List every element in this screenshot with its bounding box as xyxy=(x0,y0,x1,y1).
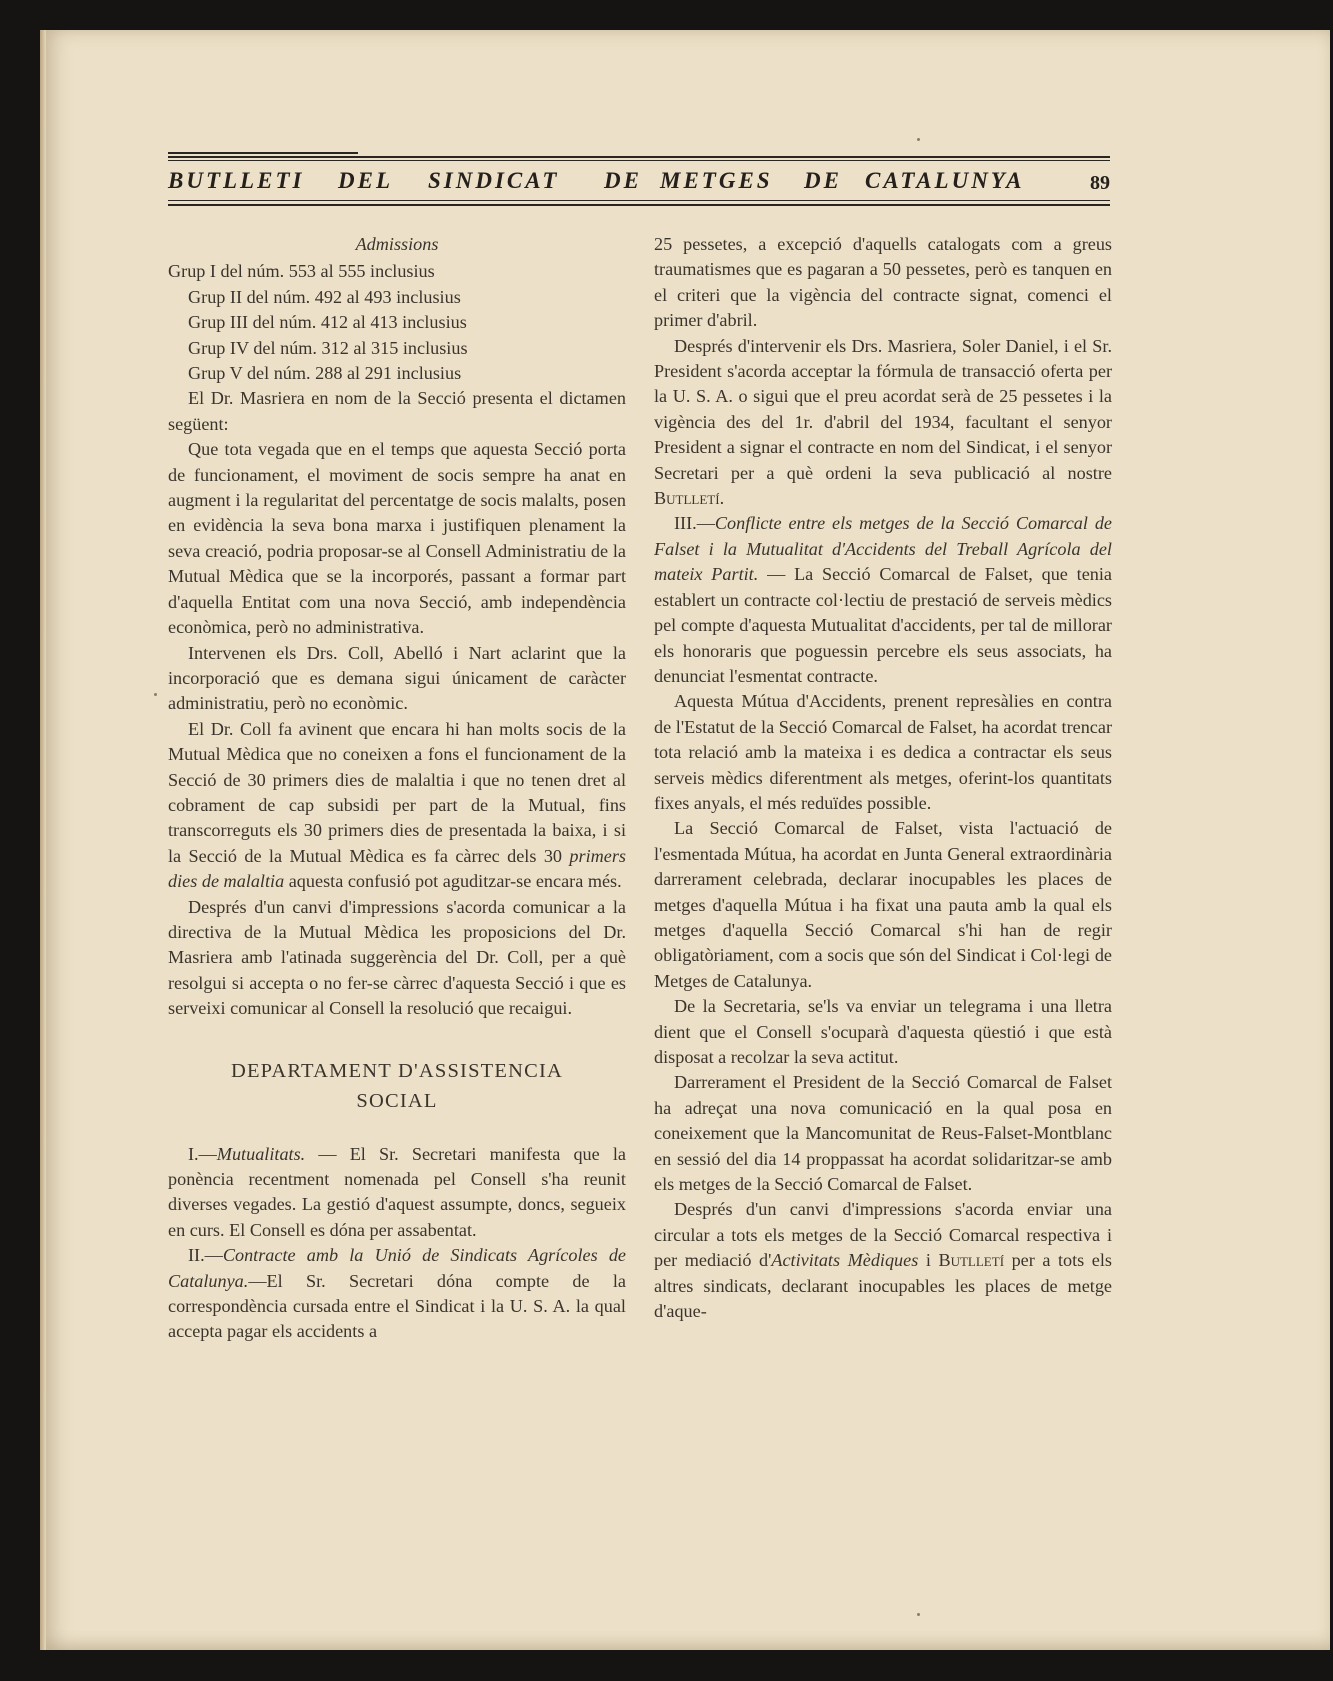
paper-speck xyxy=(154,693,157,696)
text-run: — La Secció Comarcal de Falset, que tenia establert un contracte col·lectiu de prestació de serveis mèdics pel compte d'aquesta Mutualitat d'accidents, per tal de millorar els honoraris que poguessin percebre els seus associats, ha denunciat l'esmentat contracte. xyxy=(654,564,1113,686)
italic-run: primers dies de malaltia xyxy=(168,845,626,892)
text-run: El Dr. Coll fa avinent que encara hi han molts socis de la Mutual Mèdica que no coneixen a fons el funcionament de la Secció de 30 primers dies de malaltia i que no tenen dret al cobrament de cap subsidi per part de la Mutual, fins transcorreguts els 30 primers dies de presentada la baixa, i si la Secció de la Mutual Mèdica es fa càrrec dels 30 xyxy=(168,718,626,866)
header-rule xyxy=(168,204,1110,206)
section-heading-line: SOCIAL xyxy=(356,1089,438,1112)
paragraph xyxy=(168,1243,626,1345)
text-run: II.— xyxy=(188,1245,223,1266)
text-run: . xyxy=(719,488,725,509)
running-header xyxy=(168,152,1110,208)
header-rule xyxy=(168,200,1110,201)
text-run: III.— xyxy=(674,513,715,534)
paragraph xyxy=(654,334,1112,512)
italic-run: Mutualitats. xyxy=(216,1143,306,1164)
journal-title-word: SINDICAT xyxy=(428,168,560,193)
page-number: 89 xyxy=(1090,172,1110,194)
text-run: Després d'un canvi d'impressions s'acorda enviar una circular a tots els metges de la Secció Comarcal respectiva i per mediació d' xyxy=(654,1199,1112,1271)
paragraph: Intervenen els Drs. Coll, Abelló i Nart aclarint que la incorporació que es demana sigui únicament de caràcter administratiu, però no econòmic. xyxy=(168,642,626,714)
paragraph xyxy=(168,1142,626,1244)
paper-speck xyxy=(917,1613,920,1616)
admission-group: Grup III del núm. 412 al 413 inclusius xyxy=(188,312,467,333)
italic-run: Contracte amb la Unió de Sindicats Agrícoles de Catalunya. xyxy=(168,1245,626,1291)
admission-group: Grup V del núm. 288 al 291 inclusius xyxy=(188,363,462,384)
text-run: aquesta confusió pot aguditzar-se encara més. xyxy=(284,871,622,892)
small-caps-run: Butlletí xyxy=(938,1250,1005,1271)
section-heading-line: DEPARTAMENT D'ASSISTENCIA xyxy=(230,1059,564,1082)
small-caps-run: Butlletí xyxy=(654,488,720,509)
admissions-heading: Admissions xyxy=(355,234,439,254)
admission-group: Grup IV del núm. 312 al 315 inclusius xyxy=(188,337,468,358)
journal-title-word: CATALUNYA xyxy=(865,168,1025,193)
text-run: —El Sr. Secretari dóna compte de la correspondència cursada entre el Sindicat i la U. S. A. la qual accepta pagar els accidents a xyxy=(168,1270,626,1342)
paragraph: El Dr. Masriera en nom de la Secció presenta el dictamen següent: xyxy=(168,388,626,434)
paragraph xyxy=(654,1197,1112,1324)
paragraph: La Secció Comarcal de Falset, vista l'actuació de l'esmentada Mútua, ha acordat en Junta General extraordinària darrerament celebrada, declarar inocupables les places de metges d'aquella Mútua i ha fixat una pauta amb la qual els metges d'aquella Secció Comarcal s'hi han de regir obligatòriament, com a socis que són del Sindicat i Col·legi de Metges de Catalunya. xyxy=(654,818,1112,991)
header-rule xyxy=(168,160,1110,161)
text-run: — El Sr. Secretari manifesta que la ponència recentment nomenada pel Consell s'ha reunit diverses vegades. La gestió d'aquest assumpte, doncs, segueix en curs. El Consell es dóna per assabentat. xyxy=(168,1143,626,1240)
paragraph: De la Secretaria, se'ls va enviar un telegrama i una lletra dient que el Consell s'ocuparà d'aquesta qüestió i que està disposat a recolzar la seva actitut. xyxy=(654,996,1112,1067)
paragraph: Després d'un canvi d'impressions s'acorda comunicar a la directiva de la Mutual Mèdica les proposicions del Dr. Masriera amb l'atinada suggerència del Dr. Coll, per a què resolgui si accepta o no fer-se càrrec d'aquesta Secció i que es serveixi comunicar al Consell la resolució que recaigui. xyxy=(168,896,626,1019)
paragraph xyxy=(168,717,626,895)
header-rule xyxy=(168,152,358,154)
text-run: I.— xyxy=(188,1143,217,1164)
journal-title xyxy=(168,168,1048,194)
paragraph: Que tota vegada que en el temps que aquesta Secció porta de funcionament, el moviment de socis sempre ha anat en augment i la regularitat del percentatge de socis malalts, posen en evidència la seva bona marxa i justifiquen plenament la seva creació, podria proposar-se al Consell Administratiu de la Mutual Mèdica que se la incorporés, passant a formar part d'aquella Entitat com una nova Secció, amb independència econòmica, però no administrativa. xyxy=(168,439,626,638)
paragraph: Aquesta Mútua d'Accidents, prenent represàlies en contra de l'Estatut de la Secció Comarcal de Falset, ha acordat trencar tota relació amb la mateixa i es dedica a contractar els seus serveis mèdics diferentment als metges, oferint-los quantitats fixes anyals, el més reduïdes possible. xyxy=(654,691,1112,813)
header-rule xyxy=(168,156,1110,158)
paragraph: Darrerament el President de la Secció Comarcal de Falset ha adreçat una nova comunicació en la qual posa en coneixement que la Mancomunitat de Reus-Falset-Montblanc en sessió del dia 14 proppassat ha acordat solidaritzar-se amb els metges de la Secció Comarcal de Falset. xyxy=(654,1072,1112,1195)
journal-title-word: METGES xyxy=(660,168,773,193)
journal-title-word: DE xyxy=(804,168,842,193)
journal-title-word: DE xyxy=(604,168,642,193)
text-run: i xyxy=(918,1250,939,1271)
italic-run: Activitats Mèdiques xyxy=(771,1250,919,1271)
journal-title-word: BUTLLETI xyxy=(168,168,305,193)
journal-title-word: DEL xyxy=(338,168,393,193)
left-column xyxy=(168,232,626,1345)
right-column xyxy=(654,232,1112,1324)
admission-group: Grup I del núm. 553 al 555 inclusius xyxy=(168,261,435,282)
paragraph xyxy=(654,511,1112,689)
section-heading xyxy=(168,1056,626,1116)
text-run: per a tots els altres sindicats, declarant inocupables les places de metge d'aque- xyxy=(654,1250,1112,1322)
paragraph: 25 pessetes, a excepció d'aquells catalogats com a greus traumatismes que es pagaran a 50 pessetes, però es tanquen en el criteri que la vigència del contracte signat, comenci el primer d'abril. xyxy=(654,234,1112,331)
admission-group: Grup II del núm. 492 al 493 inclusius xyxy=(188,286,461,307)
italic-run: Conflicte entre els metges de la Secció Comarcal de Falset i la Mutualitat d'Accidents del Treball Agrícola del mateix Partit. xyxy=(654,513,1112,585)
text-run: Després d'intervenir els Drs. Masriera, Soler Daniel, i el Sr. President s'acorda acceptar la fórmula de transacció oferta per la U. S. A. o sigui que el preu acordat serà de 25 pessetes i la vigència des del 1r. d'abril del 1934, facultant el senyor President a signar el contracte en nom del Sindicat, i el senyor Secretari per a què ordeni la seva publicació al nostre xyxy=(654,335,1112,483)
paper-speck xyxy=(917,138,920,141)
page-gutter xyxy=(40,30,46,1650)
